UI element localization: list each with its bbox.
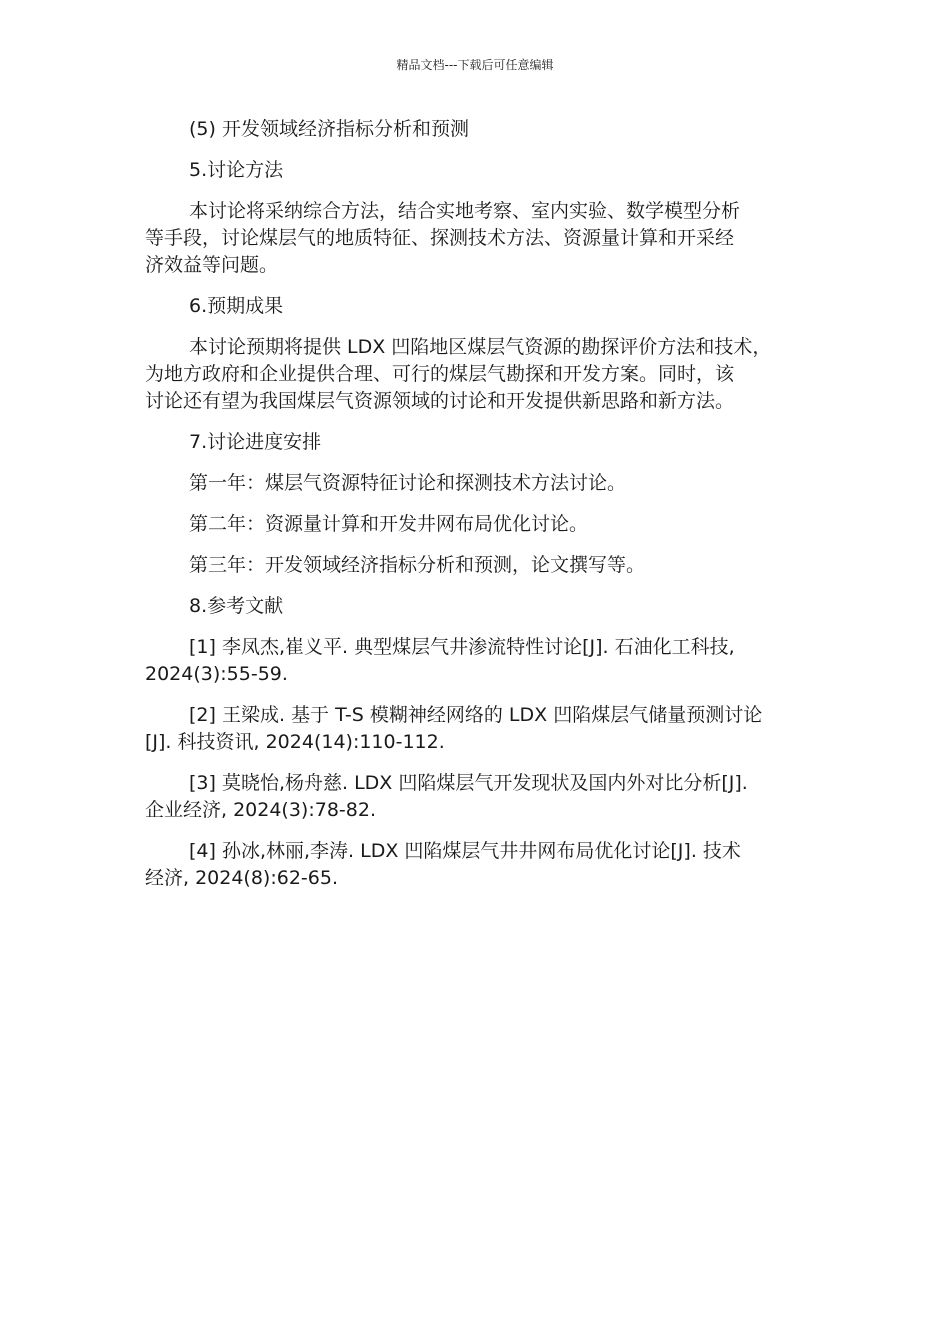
section-item-5: (5) 开发领域经济指标分析和预测 — [189, 118, 469, 140]
section-heading-expected-results: 6.预期成果 — [189, 295, 284, 317]
reference-1: [1] 李凤杰,崔义平. 典型煤层气井渗流特性讨论[J]. 石油化工科技, 2024(3):55-59. — [145, 636, 735, 685]
schedule-year-1: 第一年：煤层气资源特征讨论和探测技术方法讨论。 — [189, 472, 627, 494]
reference-4: [4] 孙冰,林丽,李涛. LDX 凹陷煤层气井井网布局优化讨论[J]. 技术 经济, 2024(8):62-65. — [145, 840, 741, 889]
schedule-year-2: 第二年：资源量计算和开发井网布局优化讨论。 — [189, 513, 589, 535]
page-header-watermark: 精品文档---下载后可任意编辑 — [396, 58, 554, 72]
section-heading-references: 8.参考文献 — [189, 595, 284, 617]
document-body — [145, 116, 810, 906]
section-heading-schedule: 7.讨论进度安排 — [189, 431, 322, 453]
reference-2: [2] 王梁成. 基于 T-S 模糊神经网络的 LDX 凹陷煤层气储量预测讨论 [J]. 科技资讯, 2024(14):110-112. — [145, 704, 763, 753]
paragraph-methods: 本讨论将采纳综合方法，结合实地考察、室内实验、数学模型分析 等手段，讨论煤层气的地质特征、探测技术方法、资源量计算和开采经 济效益等问题。 — [145, 200, 741, 276]
paragraph-expected-results: 本讨论预期将提供 LDX 凹陷地区煤层气资源的勘探评价方法和技术， 为地方政府和企业提供合理、可行的煤层气勘探和开发方案。同时，该 讨论还有望为我国煤层气资源领域的讨论和开发提供新思路和新方法。 — [145, 336, 772, 412]
schedule-year-3: 第三年：开发领域经济指标分析和预测，论文撰写等。 — [189, 554, 646, 576]
reference-3: [3] 莫晓怡,杨舟慈. LDX 凹陷煤层气开发现状及国内外对比分析[J]. 企业经济, 2024(3):78-82. — [145, 772, 748, 821]
section-heading-methods: 5.讨论方法 — [189, 159, 284, 181]
